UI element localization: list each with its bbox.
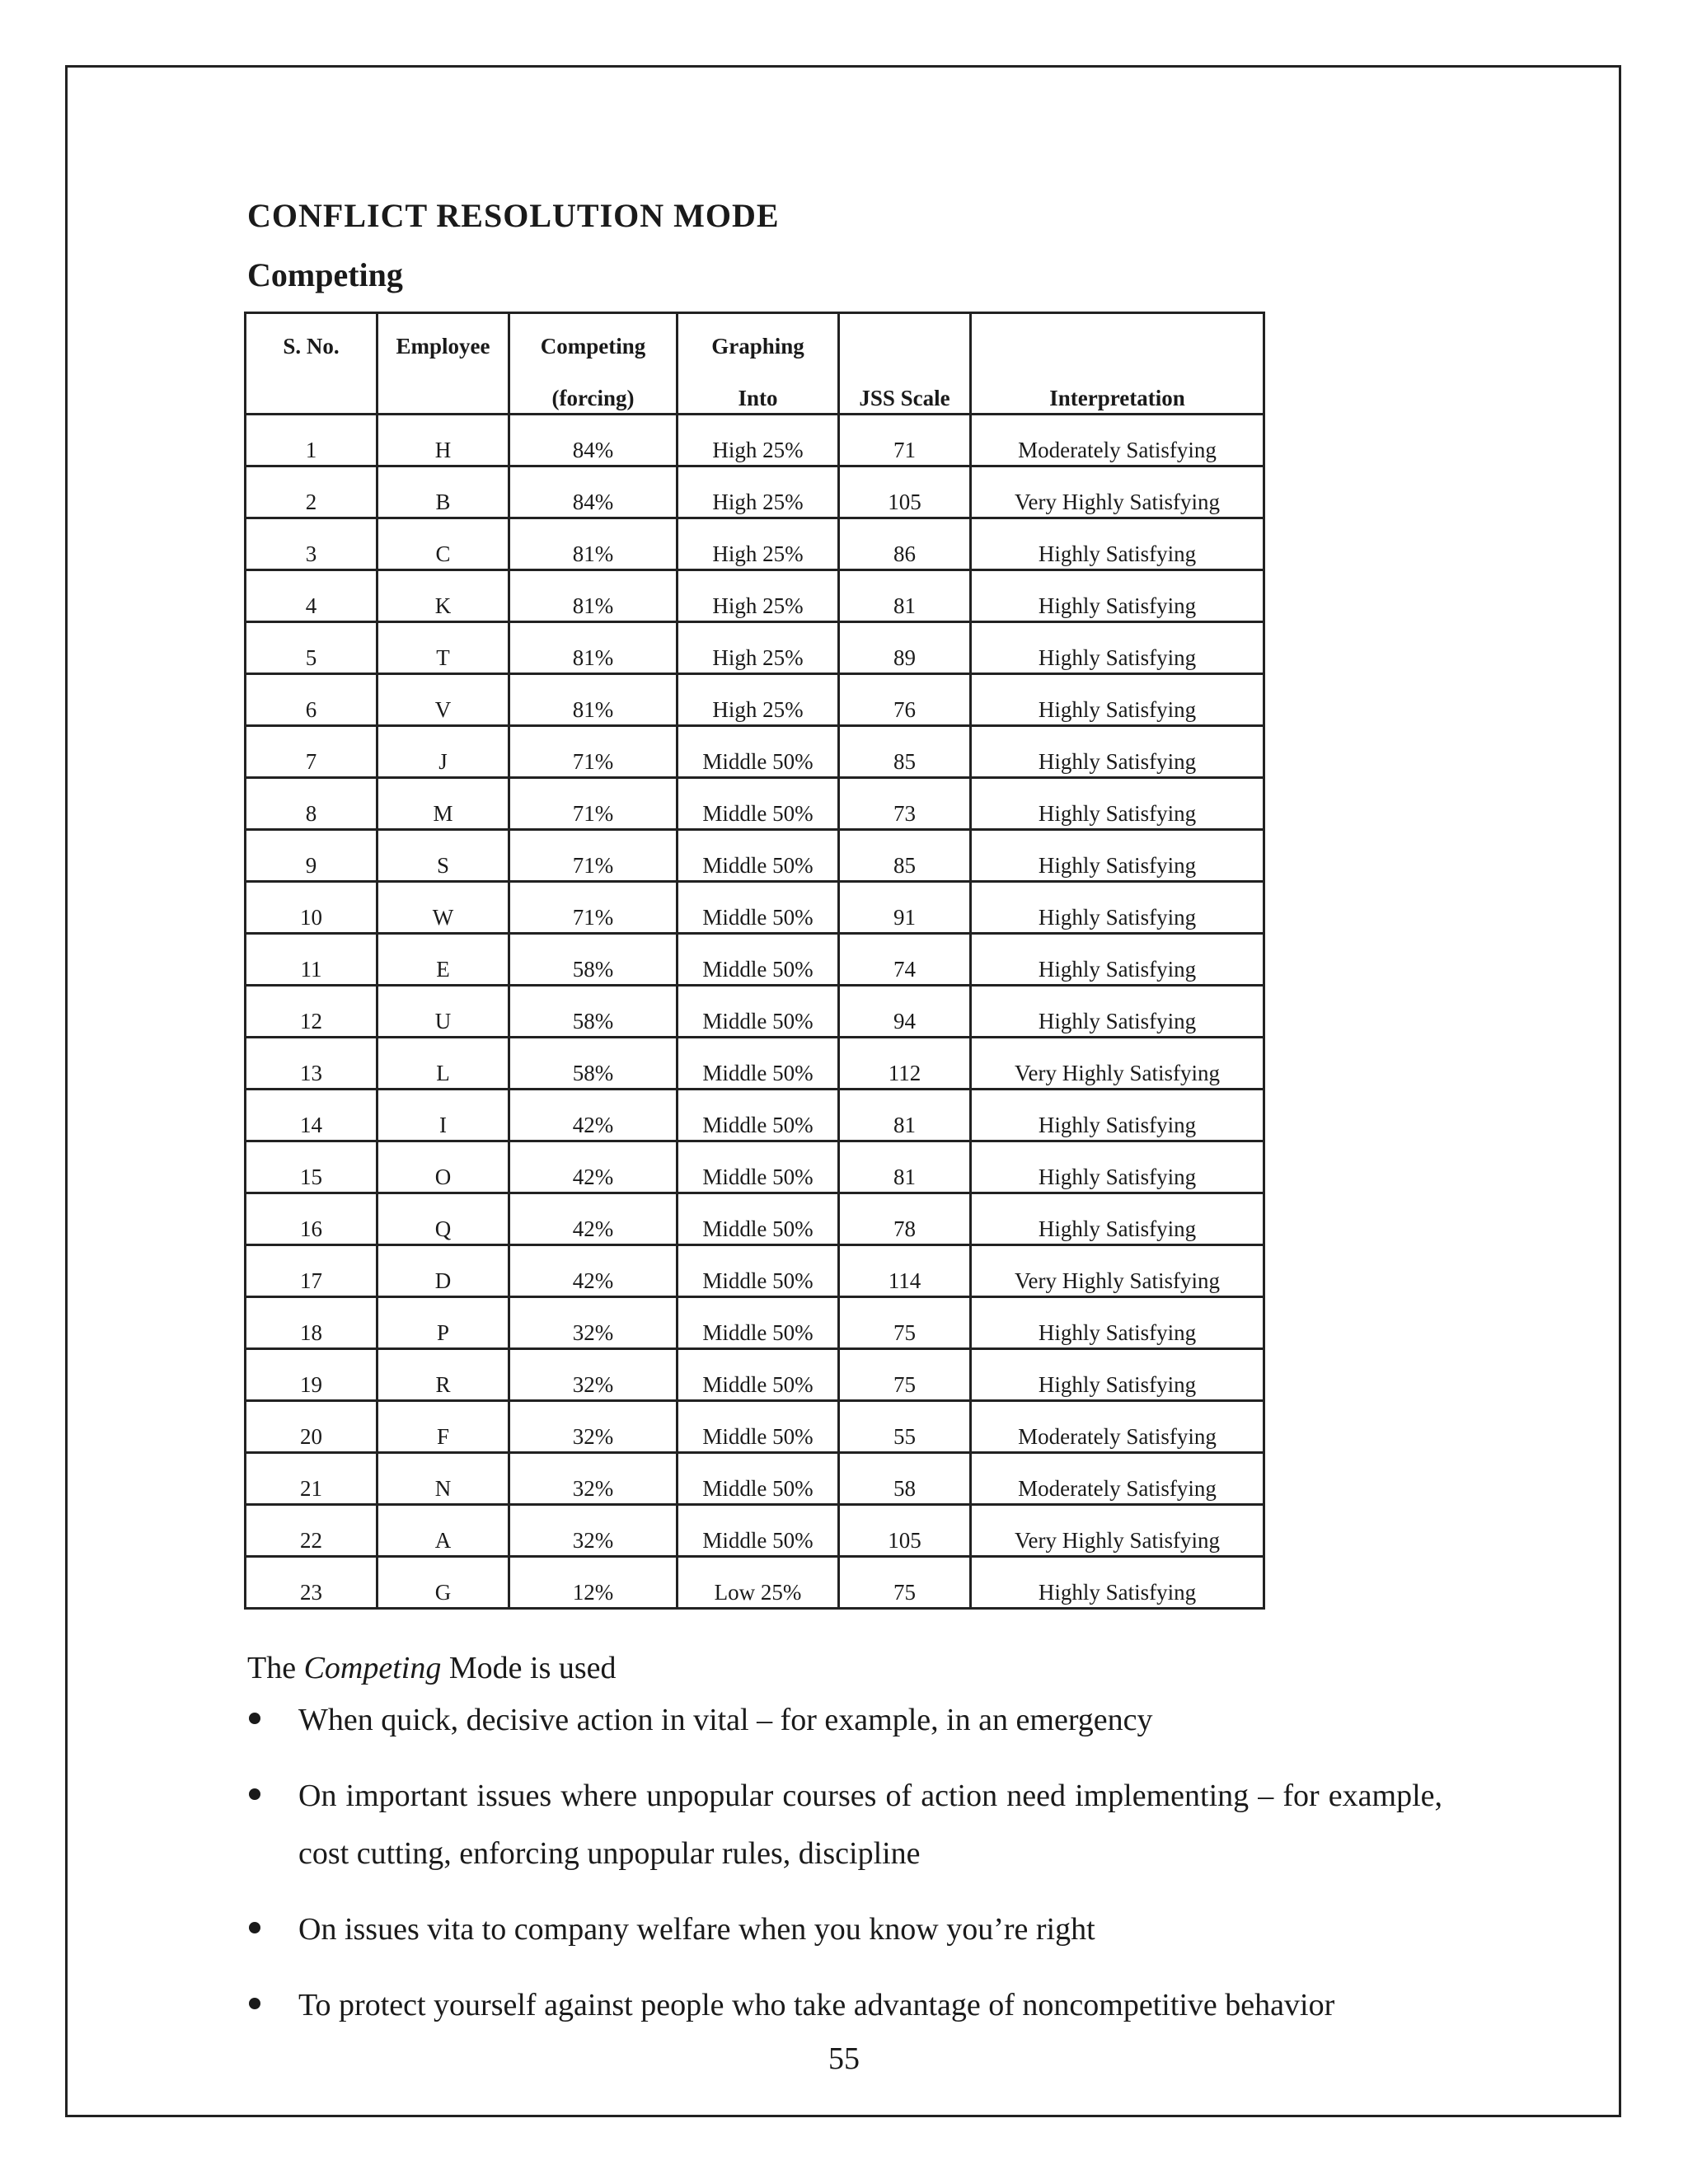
table-row — [246, 882, 1264, 934]
cell-employee: G — [377, 1557, 509, 1609]
cell-sno: 20 — [246, 1401, 377, 1453]
header-employee: Employee — [377, 313, 509, 415]
cell-interpretation: Very Highly Satisfying — [971, 466, 1264, 518]
cell-competing: 84% — [509, 466, 678, 518]
header-sno: S. No. — [246, 313, 377, 415]
table-body — [246, 415, 1264, 1609]
list-item: On issues vita to company welfare when you know you’re right — [247, 1900, 1442, 1958]
intro-emphasis: Competing — [303, 1651, 442, 1685]
cell-sno: 4 — [246, 570, 377, 622]
cell-interpretation: Highly Satisfying — [971, 778, 1264, 830]
cell-jss: 105 — [839, 466, 971, 518]
cell-sno: 14 — [246, 1090, 377, 1141]
cell-jss: 81 — [839, 1141, 971, 1193]
section-subtitle: Competing — [247, 256, 403, 293]
cell-jss: 85 — [839, 830, 971, 882]
table-header-row — [246, 313, 1264, 415]
cell-graphing: Middle 50% — [678, 1090, 839, 1141]
usage-list — [247, 1691, 1442, 2052]
cell-interpretation: Moderately Satisfying — [971, 1401, 1264, 1453]
cell-competing: 84% — [509, 415, 678, 466]
header-competing: Competing (forcing) — [509, 313, 678, 415]
cell-jss: 75 — [839, 1349, 971, 1401]
cell-competing: 81% — [509, 622, 678, 674]
cell-interpretation: Highly Satisfying — [971, 1349, 1264, 1401]
cell-employee: H — [377, 415, 509, 466]
cell-jss: 91 — [839, 882, 971, 934]
table-row — [246, 1453, 1264, 1505]
cell-graphing: High 25% — [678, 570, 839, 622]
cell-employee: D — [377, 1245, 509, 1297]
cell-competing: 42% — [509, 1090, 678, 1141]
cell-competing: 58% — [509, 986, 678, 1038]
cell-competing: 81% — [509, 674, 678, 726]
cell-graphing: High 25% — [678, 466, 839, 518]
competing-table — [244, 312, 1265, 1610]
cell-competing: 42% — [509, 1193, 678, 1245]
table-row — [246, 934, 1264, 986]
cell-interpretation: Highly Satisfying — [971, 882, 1264, 934]
table-row — [246, 986, 1264, 1038]
cell-jss: 71 — [839, 415, 971, 466]
cell-competing: 32% — [509, 1505, 678, 1557]
cell-employee: T — [377, 622, 509, 674]
cell-competing: 81% — [509, 518, 678, 570]
table-row — [246, 1505, 1264, 1557]
cell-sno: 2 — [246, 466, 377, 518]
table-row — [246, 570, 1264, 622]
cell-graphing: Low 25% — [678, 1557, 839, 1609]
cell-interpretation: Highly Satisfying — [971, 570, 1264, 622]
cell-sno: 22 — [246, 1505, 377, 1557]
bullet-icon — [249, 1788, 260, 1800]
cell-employee: A — [377, 1505, 509, 1557]
cell-jss: 75 — [839, 1557, 971, 1609]
table-row — [246, 1141, 1264, 1193]
cell-employee: O — [377, 1141, 509, 1193]
cell-graphing: Middle 50% — [678, 1141, 839, 1193]
page-number: 55 — [828, 2041, 860, 2076]
cell-competing: 58% — [509, 1038, 678, 1090]
cell-graphing: Middle 50% — [678, 1193, 839, 1245]
cell-competing: 71% — [509, 882, 678, 934]
cell-interpretation: Highly Satisfying — [971, 622, 1264, 674]
cell-jss: 81 — [839, 1090, 971, 1141]
cell-sno: 16 — [246, 1193, 377, 1245]
cell-jss: 58 — [839, 1453, 971, 1505]
cell-sno: 5 — [246, 622, 377, 674]
cell-employee: L — [377, 1038, 509, 1090]
cell-sno: 1 — [246, 415, 377, 466]
cell-interpretation: Highly Satisfying — [971, 1557, 1264, 1609]
cell-jss: 75 — [839, 1297, 971, 1349]
table-row — [246, 1349, 1264, 1401]
cell-graphing: Middle 50% — [678, 1505, 839, 1557]
table-row — [246, 622, 1264, 674]
table-row — [246, 1245, 1264, 1297]
cell-sno: 21 — [246, 1453, 377, 1505]
cell-jss: 112 — [839, 1038, 971, 1090]
table-row — [246, 1193, 1264, 1245]
cell-graphing: Middle 50% — [678, 986, 839, 1038]
cell-employee: F — [377, 1401, 509, 1453]
cell-competing: 32% — [509, 1297, 678, 1349]
cell-jss: 94 — [839, 986, 971, 1038]
list-item: On important issues where unpopular courses of action need implementing – for example, cost cutting, enforcing unpopular rules, discipline — [247, 1767, 1442, 1882]
table-row — [246, 415, 1264, 466]
cell-graphing: High 25% — [678, 518, 839, 570]
bullet-icon — [249, 1922, 260, 1933]
cell-sno: 11 — [246, 934, 377, 986]
cell-jss: 73 — [839, 778, 971, 830]
cell-employee: N — [377, 1453, 509, 1505]
cell-interpretation: Highly Satisfying — [971, 934, 1264, 986]
cell-graphing: High 25% — [678, 415, 839, 466]
cell-interpretation: Very Highly Satisfying — [971, 1038, 1264, 1090]
cell-sno: 7 — [246, 726, 377, 778]
table-row — [246, 726, 1264, 778]
cell-employee: R — [377, 1349, 509, 1401]
cell-employee: K — [377, 570, 509, 622]
cell-interpretation: Highly Satisfying — [971, 518, 1264, 570]
bullet-icon — [249, 1713, 260, 1724]
cell-graphing: High 25% — [678, 674, 839, 726]
table-row — [246, 466, 1264, 518]
cell-sno: 23 — [246, 1557, 377, 1609]
cell-jss: 55 — [839, 1401, 971, 1453]
list-item: To protect yourself against people who take advantage of noncompetitive behavior — [247, 1976, 1442, 2034]
cell-graphing: Middle 50% — [678, 830, 839, 882]
cell-graphing: Middle 50% — [678, 1453, 839, 1505]
cell-employee: P — [377, 1297, 509, 1349]
cell-interpretation: Highly Satisfying — [971, 1141, 1264, 1193]
cell-sno: 19 — [246, 1349, 377, 1401]
cell-employee: U — [377, 986, 509, 1038]
cell-sno: 18 — [246, 1297, 377, 1349]
table-row — [246, 1090, 1264, 1141]
cell-graphing: Middle 50% — [678, 778, 839, 830]
cell-jss: 78 — [839, 1193, 971, 1245]
cell-sno: 3 — [246, 518, 377, 570]
cell-sno: 6 — [246, 674, 377, 726]
cell-interpretation: Highly Satisfying — [971, 830, 1264, 882]
table-row — [246, 1297, 1264, 1349]
cell-competing: 32% — [509, 1349, 678, 1401]
cell-employee: E — [377, 934, 509, 986]
cell-employee: I — [377, 1090, 509, 1141]
cell-jss: 86 — [839, 518, 971, 570]
bullet-icon — [249, 1998, 260, 2009]
cell-graphing: Middle 50% — [678, 726, 839, 778]
cell-jss: 81 — [839, 570, 971, 622]
cell-competing: 81% — [509, 570, 678, 622]
table-row — [246, 674, 1264, 726]
cell-interpretation: Highly Satisfying — [971, 1090, 1264, 1141]
cell-sno: 10 — [246, 882, 377, 934]
cell-employee: Q — [377, 1193, 509, 1245]
cell-interpretation: Very Highly Satisfying — [971, 1245, 1264, 1297]
cell-employee: M — [377, 778, 509, 830]
cell-jss: 114 — [839, 1245, 971, 1297]
cell-interpretation: Highly Satisfying — [971, 726, 1264, 778]
cell-competing: 42% — [509, 1141, 678, 1193]
cell-graphing: Middle 50% — [678, 882, 839, 934]
cell-competing: 42% — [509, 1245, 678, 1297]
section-title: CONFLICT RESOLUTION MODE — [247, 197, 780, 234]
cell-graphing: High 25% — [678, 622, 839, 674]
cell-interpretation: Moderately Satisfying — [971, 1453, 1264, 1505]
cell-employee: V — [377, 674, 509, 726]
cell-competing: 71% — [509, 778, 678, 830]
cell-sno: 9 — [246, 830, 377, 882]
cell-employee: S — [377, 830, 509, 882]
table-row — [246, 830, 1264, 882]
cell-sno: 12 — [246, 986, 377, 1038]
cell-jss: 76 — [839, 674, 971, 726]
cell-employee: C — [377, 518, 509, 570]
cell-competing: 71% — [509, 830, 678, 882]
cell-sno: 15 — [246, 1141, 377, 1193]
cell-graphing: Middle 50% — [678, 1349, 839, 1401]
cell-jss: 89 — [839, 622, 971, 674]
table-row — [246, 518, 1264, 570]
header-jss-scale: JSS Scale — [839, 313, 971, 415]
cell-sno: 13 — [246, 1038, 377, 1090]
header-graphing: Graphing Into — [678, 313, 839, 415]
cell-graphing: Middle 50% — [678, 934, 839, 986]
intro-line: The Competing Mode is used — [247, 1651, 617, 1685]
cell-interpretation: Highly Satisfying — [971, 1193, 1264, 1245]
table-row — [246, 1038, 1264, 1090]
cell-sno: 17 — [246, 1245, 377, 1297]
cell-interpretation: Highly Satisfying — [971, 986, 1264, 1038]
cell-employee: J — [377, 726, 509, 778]
cell-jss: 74 — [839, 934, 971, 986]
cell-graphing: Middle 50% — [678, 1297, 839, 1349]
cell-sno: 8 — [246, 778, 377, 830]
cell-employee: W — [377, 882, 509, 934]
cell-interpretation: Moderately Satisfying — [971, 415, 1264, 466]
cell-interpretation: Highly Satisfying — [971, 674, 1264, 726]
cell-jss: 85 — [839, 726, 971, 778]
cell-competing: 71% — [509, 726, 678, 778]
cell-interpretation: Very Highly Satisfying — [971, 1505, 1264, 1557]
header-interpretation: Interpretation — [971, 313, 1264, 415]
cell-competing: 58% — [509, 934, 678, 986]
cell-graphing: Middle 50% — [678, 1401, 839, 1453]
cell-graphing: Middle 50% — [678, 1245, 839, 1297]
cell-competing: 32% — [509, 1453, 678, 1505]
cell-graphing: Middle 50% — [678, 1038, 839, 1090]
table-row — [246, 778, 1264, 830]
list-item: When quick, decisive action in vital – for example, in an emergency — [247, 1691, 1442, 1749]
cell-competing: 12% — [509, 1557, 678, 1609]
table-row — [246, 1557, 1264, 1609]
cell-interpretation: Highly Satisfying — [971, 1297, 1264, 1349]
cell-employee: B — [377, 466, 509, 518]
table-row — [246, 1401, 1264, 1453]
cell-competing: 32% — [509, 1401, 678, 1453]
cell-jss: 105 — [839, 1505, 971, 1557]
